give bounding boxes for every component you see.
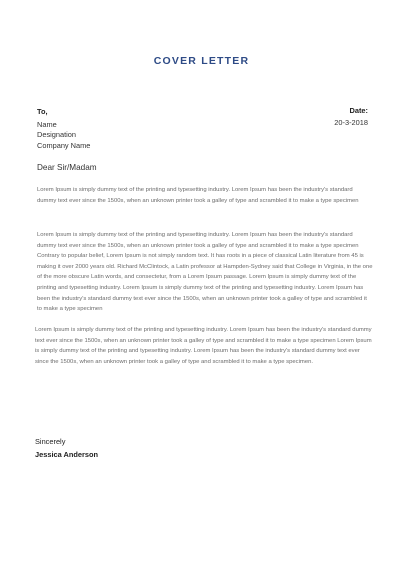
signer-name: Jessica Anderson <box>35 450 98 459</box>
recipient-designation: Designation <box>37 130 77 139</box>
date-label: Date: <box>349 106 368 115</box>
body-paragraph-2: Lorem Ipsum is simply dummy text of the printing and typesetting industry. Lorem Ipsum has been the industry's standard dummy text ever since the 1500s, when an unknown printer took a galley of type and scrambled it to make a type specimen Contrary to popular belief, Lorem Ipsum is not simply random text. It has roots in a piece of classical Latin literature from 45 is making it over 2000 years old. Richard McClintock, a Latin professor at Hampden-Sydney said that College in Virginia, in the one of the more obscure Latin words, and consectetur, from a Lorem Ipsum passage. Lorem Ipsum is simply dummy text of the printing and typesetting industry. Lorem Ipsum is simply dummy text of the printing and typesetting industry. Lorem Ipsum has been the industry's standard dummy text ever since the 1500s, when an unknown printer took a galley of type and scrambled it to make a type specimen <box>37 232 373 313</box>
recipient-label: To, <box>37 107 48 116</box>
closing-block <box>35 435 98 461</box>
recipient-block <box>37 107 90 151</box>
body-paragraph-1: Lorem Ipsum is simply dummy text of the printing and typesetting industry. Lorem Ipsum has been the industry's standard dummy text ever since the 1500s, when an unknown printer took a galley of type and scrambled it to make a type specimen <box>37 187 359 204</box>
valediction: Sincerely <box>35 437 66 446</box>
body-paragraph-3: Lorem Ipsum is simply dummy text of the printing and typesetting industry. Lorem Ipsum has been the industry's standard dummy text ever since the 1500s, when an unknown printer took a galley of type and scrambled it to make a type specimen Lorem Ipsum is simply dummy text of the printing and typesetting industry. Lorem Ipsum has been the industry's standard dummy text ever since the 1500s, when an unknown printer took a galley of type and scrambled it to make a type specimen. <box>35 327 372 365</box>
date-block <box>334 105 368 129</box>
document-title: COVER LETTER <box>153 55 250 67</box>
recipient-company: Company Name <box>37 140 91 150</box>
date-value: 20-3-2018 <box>334 118 368 127</box>
salutation: Dear Sir/Madam <box>37 163 97 172</box>
recipient-name: Name <box>37 119 57 129</box>
